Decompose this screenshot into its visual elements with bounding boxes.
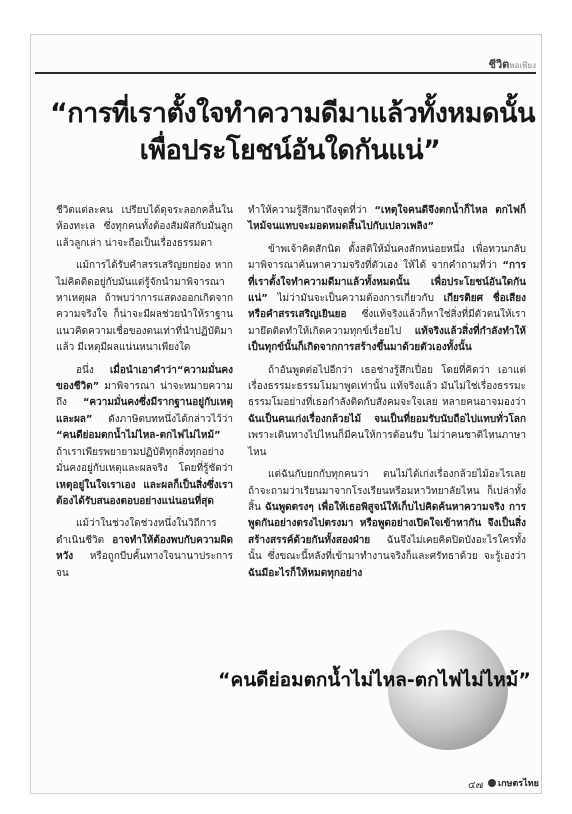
- section-tag-label: ชีวิต: [488, 58, 510, 71]
- text-run: ซึ่งแท้จริงแล้วก็หาใช่สิ่งที่มีตัวตนให้เรามายึดติดทำให้เกิดความทุกข์เรื่อยไป: [248, 309, 526, 337]
- right-column: [248, 203, 526, 588]
- text-run: มาพิจารณา น่าจะหมายความถึง: [56, 381, 233, 409]
- headline-line-1: “การที่เราตั้งใจทำความดีมาแล้วทั้งหมดนั้น: [50, 98, 535, 129]
- bold-run: “การที่เราตั้งใจทำความดีมาแล้วทั้งหมดนั้น เพื่อประโยชน์อันใดกันแน่”: [248, 260, 526, 305]
- right-paragraph-2: [248, 242, 526, 357]
- text-run: หรือถูกบีบคั้นทางใจนานาประการ จน: [56, 551, 233, 579]
- pull-quote: “คนดีย่อมตกน้ำไม่ไหล-ตกไฟไม่ไหม้”: [218, 669, 531, 691]
- bold-run: แท้จริงแล้วสิ่งที่กำลังทำให้เป็นทุกข์นั้นก็เกิดจากการสร้างขึ้นมาด้วยตัวเองทั้งนั้น: [248, 325, 526, 354]
- left-paragraph-2: แม้การได้รับคำสรรเสริญยกย่อง หากไม่คิดติดอยู่กับมันแต่รู้จักนำมาพิจารณาหาเหตุผล ถ้าพบว่าการแสดงออกเกิดจากความจริงใจ ก็น่าจะมีผลช่วยนำให้ราฐานแนวคิดความเชื่อของตนเท่าที่นำปฏิบัติมาแล้ว มีเหตุมีผลแน่นหนาเพียงใด: [56, 260, 233, 354]
- article-headline: [50, 95, 535, 169]
- bold-run: เมื่อนำเอาคำว่า“ความมั่นคงของชีวิต”: [56, 364, 233, 393]
- section-tag: [489, 55, 536, 73]
- right-paragraph-4: [248, 467, 526, 582]
- bold-run: ฉันมีอะไรก็ให้หมดทุกอย่าง: [248, 567, 363, 579]
- bold-run: เกียรติยศ ชื่อเสียง หรือคำสรรเสริญเยินยอ: [248, 293, 526, 321]
- text-run: ทำให้ความรู้สึกมาถึงจุดที่ว่า: [248, 205, 368, 216]
- text-run: ไม่ว่ามันจะเป็นความต้องการเกี่ยวกับ: [277, 293, 434, 305]
- page-number: ๔๗: [468, 780, 484, 791]
- text-run: อนึ่ง: [76, 364, 94, 376]
- left-column: [56, 203, 233, 588]
- text-run: ดังภาษิตบทหนึ่งได้กล่าวไว้ว่า: [108, 413, 233, 425]
- text-run: ถ้าเราเพียรพยายามปฏิบัติทุกสิ่งทุกอย่างมั่นคงอยู่กับเหตุและผลจริง โดยที่รู้ชัดว่า: [56, 446, 233, 475]
- headline-line-2: เพื่อประโยชน์อันใดกันแน่”: [139, 135, 441, 166]
- right-paragraph-1: [248, 203, 526, 236]
- right-paragraph-3: [248, 363, 526, 461]
- left-paragraph-4: [56, 516, 233, 582]
- bold-run: อาจทำให้ต้องพบกับความผิดหวัง: [56, 534, 233, 563]
- bold-run: “ความมั่นคงซึ่งมีรากฐานอยู่กับเหตุและผล”: [56, 397, 233, 425]
- text-run: แต่ฉันกับยกกับทุกคนว่า ตนไม่ได้เก่งเรื่องกล้วยไม้อะไรเลย ถ้าจะถามว่าเรียนมาจากโรงเรียนหรือมหาวิทยาลัยไหน ก็เปล่าทั้งสิ้น: [248, 469, 526, 513]
- bold-run: ฉันพูดตรงๆ เพื่อให้เธอพิสูจน์ให้เก็บไปคิดค้นหาความจริง การพูดกันอย่างตรงไปตรงมา หรือพูดอย่างเปิดใจเข้าหากัน จึงเป็นสิ่งสร้างสรรค์ด้วยกันทั้งสองฝ่าย: [248, 501, 526, 546]
- left-paragraph-3: [56, 363, 233, 511]
- magazine-name: เกษตรไทย: [498, 779, 539, 789]
- bold-run: “เหตุใจคนดีจึงตกน้ำก็ไหล ตกไฟก็ไหม้จนแทบจะมอดหมดสิ้นไปกับเปลวเพลิง”: [248, 205, 526, 233]
- magazine-logo: [488, 776, 539, 790]
- text-run: ข้าพเจ้าคิดสักนิด ตั้งสติให้มั่นคงสักหน่อยหนึ่ง เพื่อทวนกลับมาพิจารณาค้นหาความจริงที่ตัวเอง ให้ได้ จากคำถามที่ว่า: [248, 243, 526, 272]
- header-rule: [35, 72, 536, 74]
- bold-run: “คนดีย่อมตกน้ำไม่ไหล-ตกไฟไม่ไหม้”: [56, 430, 221, 442]
- text-run: แม้ว่าในช่วงใดช่วงหนึ่งในวิถีการดำเนินชีวิต: [56, 518, 217, 546]
- left-paragraph-1: ชีวิตแต่ละคน เปรียบได้ดุจระลอกคลื่นในห้องทะเล ซึ่งทุกคนทั้งต้องสัมผัสกับมันลูกแล้วลูกเล่า น่าจะถือเป็นเรื่องธรรมดา: [56, 205, 233, 249]
- bold-run: ฉันเป็นคนเก่งเรื่องกล้วยไม้ จนเป็นที่ยอมรับนับถือไปแทบทั่วโลก: [248, 413, 526, 425]
- logo-mark-icon: [488, 779, 496, 787]
- text-run: ถ้าอันพูดต่อไปอีกว่า เธอช่างรู้สึกเปื่อย โดยที่คิดว่า เอาแต่เรื่องธรรมะธรรมโมมาพูดเท่านั้น แท้จริงแล้ว มันไม่ใช่เรื่องธรรมะธรรมโมอย่างที่เธอกำลังติดกับสังคมจะใจเลย หลายคนอาจมองว่า: [248, 364, 526, 409]
- text-run: เพราะเดินทางไปไหนก็มีคนให้การต้อนรับ ไม่ว่าคนชาติไหนภาษาไหน: [248, 430, 526, 458]
- text-run: ฉันจึงไม่เคยคิดปิดบังอะไรใครทั้งนั้น ซึ่งขณะนี้หลังที่เข้ามาทำงานจริงก็และศรัทธาด้วย จะรู้เองว่า: [248, 534, 526, 563]
- section-tag-small: พอเพียง: [509, 61, 536, 70]
- bold-run: เหตุอยู่ในใจเราเอง และผลก็เป็นสิ่งซึ่งเราต้องได้รับสนองตอบอย่างแน่นอนที่สุด: [56, 479, 233, 507]
